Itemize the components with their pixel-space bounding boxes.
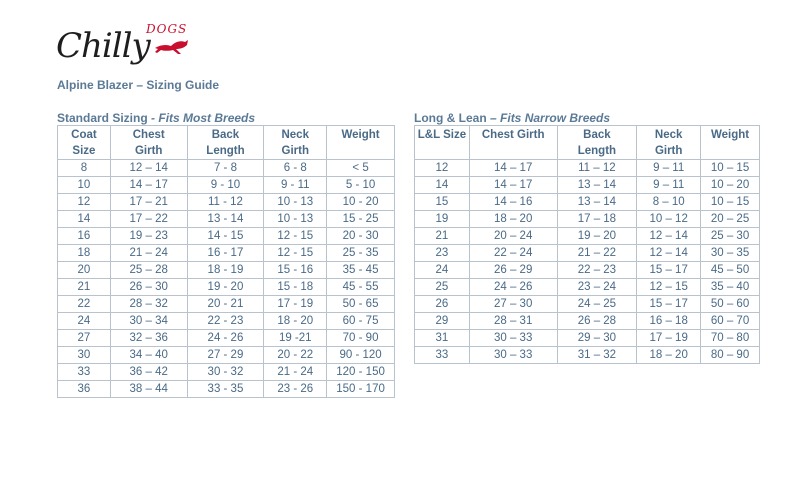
table-cell: 150 - 170 xyxy=(327,381,395,398)
table-cell: 9 – 11 xyxy=(637,160,701,177)
table-cell: 10 – 15 xyxy=(701,160,760,177)
table-cell: 19 – 20 xyxy=(557,228,637,245)
table-row xyxy=(415,228,760,245)
table-cell: 36 xyxy=(58,381,111,398)
table-row xyxy=(58,364,395,381)
table-cell: 19 – 23 xyxy=(110,228,187,245)
table-row xyxy=(415,177,760,194)
table-cell: 12 xyxy=(415,160,470,177)
table-cell: 20 - 21 xyxy=(187,296,264,313)
table-cell: 29 – 30 xyxy=(557,330,637,347)
column-header: Chest Girth xyxy=(110,126,187,160)
table-cell: 24 – 26 xyxy=(469,279,557,296)
table-cell: 10 - 13 xyxy=(264,211,327,228)
table-cell: 16 – 18 xyxy=(637,313,701,330)
table-cell: 21 xyxy=(58,279,111,296)
table-row xyxy=(415,330,760,347)
table-cell: 30 - 32 xyxy=(187,364,264,381)
table-cell: 21 – 22 xyxy=(557,245,637,262)
table-row xyxy=(58,228,395,245)
table-cell: 10 xyxy=(58,177,111,194)
table-cell: 22 – 23 xyxy=(557,262,637,279)
table-cell: 12 – 14 xyxy=(637,245,701,262)
table-cell: 60 - 75 xyxy=(327,313,395,330)
table-cell: 9 – 11 xyxy=(637,177,701,194)
table-cell: 12 – 14 xyxy=(110,160,187,177)
table-cell: 35 – 40 xyxy=(701,279,760,296)
table-cell: 14 – 17 xyxy=(110,177,187,194)
table-cell: 25 – 28 xyxy=(110,262,187,279)
table-cell: 30 – 33 xyxy=(469,347,557,364)
table-cell: 26 – 28 xyxy=(557,313,637,330)
table-row xyxy=(415,296,760,313)
table-cell: 50 - 65 xyxy=(327,296,395,313)
table-cell: 11 – 12 xyxy=(557,160,637,177)
table-cell: 12 – 15 xyxy=(637,279,701,296)
table-cell: 18 xyxy=(58,245,111,262)
table-cell: 25 xyxy=(415,279,470,296)
table-cell: 32 – 36 xyxy=(110,330,187,347)
table-cell: 10 – 15 xyxy=(701,194,760,211)
column-header: Weight xyxy=(327,126,395,160)
table-cell: 10 - 20 xyxy=(327,194,395,211)
table-cell: 25 - 35 xyxy=(327,245,395,262)
table-cell: 27 - 29 xyxy=(187,347,264,364)
table-cell: 18 - 20 xyxy=(264,313,327,330)
header-row xyxy=(415,126,760,160)
table-cell: 10 - 13 xyxy=(264,194,327,211)
table-cell: 70 – 80 xyxy=(701,330,760,347)
table-row xyxy=(415,347,760,364)
table-row xyxy=(58,262,395,279)
table-cell: 12 - 15 xyxy=(264,245,327,262)
table-cell: 60 – 70 xyxy=(701,313,760,330)
table-row xyxy=(58,296,395,313)
table-cell: 29 xyxy=(415,313,470,330)
table-cell: 17 – 19 xyxy=(637,330,701,347)
table-cell: 13 – 14 xyxy=(557,194,637,211)
table-cell: 80 – 90 xyxy=(701,347,760,364)
table-cell: 20 – 25 xyxy=(701,211,760,228)
table-cell: 14 – 17 xyxy=(469,160,557,177)
table-cell: 28 – 32 xyxy=(110,296,187,313)
table-cell: 90 - 120 xyxy=(327,347,395,364)
table-cell: 27 – 30 xyxy=(469,296,557,313)
table-cell: 16 - 17 xyxy=(187,245,264,262)
table-cell: 27 xyxy=(58,330,111,347)
table-cell: 21 – 24 xyxy=(110,245,187,262)
table-cell: 28 – 31 xyxy=(469,313,557,330)
long-lean-title: Long & Lean – Fits Narrow Breeds xyxy=(414,111,611,125)
table-row xyxy=(415,262,760,279)
table-cell: 24 – 25 xyxy=(557,296,637,313)
table-cell: 31 xyxy=(415,330,470,347)
table-cell: 30 – 33 xyxy=(469,330,557,347)
standard-sizing-title: Standard Sizing - Fits Most Breeds xyxy=(57,111,256,125)
table-row xyxy=(58,211,395,228)
table-cell: 22 - 23 xyxy=(187,313,264,330)
table-row xyxy=(58,313,395,330)
table-cell: 14 xyxy=(415,177,470,194)
table-cell: 15 - 25 xyxy=(327,211,395,228)
table-cell: 8 – 10 xyxy=(637,194,701,211)
table-cell: 15 – 17 xyxy=(637,296,701,313)
table-row xyxy=(415,245,760,262)
table-cell: 11 - 12 xyxy=(187,194,264,211)
table-cell: 17 – 22 xyxy=(110,211,187,228)
table-row xyxy=(58,381,395,398)
page-title: Alpine Blazer – Sizing Guide xyxy=(57,78,220,92)
table-cell: 16 xyxy=(58,228,111,245)
table-cell: 12 – 14 xyxy=(637,228,701,245)
table-cell: 10 – 20 xyxy=(701,177,760,194)
table-cell: < 5 xyxy=(327,160,395,177)
table-cell: 12 - 15 xyxy=(264,228,327,245)
long-lean-sizing-table xyxy=(414,125,760,364)
table-cell: 18 - 19 xyxy=(187,262,264,279)
brand-sub: DOGS xyxy=(146,22,188,36)
standard-sizing-table xyxy=(57,125,395,398)
table-cell: 24 xyxy=(58,313,111,330)
table-row xyxy=(58,279,395,296)
table-cell: 14 – 17 xyxy=(469,177,557,194)
table-cell: 17 – 21 xyxy=(110,194,187,211)
table-cell: 50 – 60 xyxy=(701,296,760,313)
table-cell: 30 – 35 xyxy=(701,245,760,262)
table-cell: 5 - 10 xyxy=(327,177,395,194)
table-cell: 17 - 19 xyxy=(264,296,327,313)
table-cell: 15 – 17 xyxy=(637,262,701,279)
table-row xyxy=(58,177,395,194)
table-cell: 33 xyxy=(58,364,111,381)
column-header: Chest Girth xyxy=(469,126,557,160)
table-cell: 31 – 32 xyxy=(557,347,637,364)
column-header: L&L Size xyxy=(415,126,470,160)
table-cell: 45 – 50 xyxy=(701,262,760,279)
table-cell: 22 xyxy=(58,296,111,313)
table-cell: 19 -21 xyxy=(264,330,327,347)
table-cell: 13 - 14 xyxy=(187,211,264,228)
table-cell: 7 - 8 xyxy=(187,160,264,177)
table-cell: 21 xyxy=(415,228,470,245)
column-header: Back Length xyxy=(557,126,637,160)
table-row xyxy=(415,211,760,228)
table-cell: 30 xyxy=(58,347,111,364)
table-row xyxy=(58,245,395,262)
table-cell: 13 – 14 xyxy=(557,177,637,194)
table-row xyxy=(415,313,760,330)
table-cell: 34 – 40 xyxy=(110,347,187,364)
table-cell: 14 - 15 xyxy=(187,228,264,245)
table-cell: 21 - 24 xyxy=(264,364,327,381)
column-header: Weight xyxy=(701,126,760,160)
table-cell: 6 - 8 xyxy=(264,160,327,177)
table-cell: 33 xyxy=(415,347,470,364)
table-cell: 15 - 16 xyxy=(264,262,327,279)
table-cell: 18 – 20 xyxy=(637,347,701,364)
table-cell: 120 - 150 xyxy=(327,364,395,381)
table-cell: 9 - 11 xyxy=(264,177,327,194)
table-cell: 30 – 34 xyxy=(110,313,187,330)
table-cell: 23 xyxy=(415,245,470,262)
column-header: Back Length xyxy=(187,126,264,160)
table-cell: 18 – 20 xyxy=(469,211,557,228)
table-cell: 26 – 29 xyxy=(469,262,557,279)
table-cell: 12 xyxy=(58,194,111,211)
table-row xyxy=(58,330,395,347)
table-cell: 24 xyxy=(415,262,470,279)
column-header: Coat Size xyxy=(58,126,111,160)
table-cell: 19 - 20 xyxy=(187,279,264,296)
brand-logo xyxy=(56,22,196,72)
column-header: Neck Girth xyxy=(264,126,327,160)
table-cell: 20 - 30 xyxy=(327,228,395,245)
table-cell: 36 – 42 xyxy=(110,364,187,381)
table-row xyxy=(415,194,760,211)
table-cell: 23 – 24 xyxy=(557,279,637,296)
table-cell: 14 xyxy=(58,211,111,228)
table-cell: 8 xyxy=(58,160,111,177)
table-row xyxy=(415,160,760,177)
table-cell: 45 - 55 xyxy=(327,279,395,296)
table-cell: 26 – 30 xyxy=(110,279,187,296)
table-cell: 15 - 18 xyxy=(264,279,327,296)
table-row xyxy=(58,194,395,211)
table-cell: 38 – 44 xyxy=(110,381,187,398)
table-cell: 24 - 26 xyxy=(187,330,264,347)
table-cell: 19 xyxy=(415,211,470,228)
table-row xyxy=(415,279,760,296)
table-cell: 15 xyxy=(415,194,470,211)
brand-name: Chilly xyxy=(56,26,150,66)
table-cell: 23 - 26 xyxy=(264,381,327,398)
table-cell: 20 xyxy=(58,262,111,279)
table-cell: 35 - 45 xyxy=(327,262,395,279)
table-row xyxy=(58,160,395,177)
table-cell: 20 - 22 xyxy=(264,347,327,364)
table-cell: 33 - 35 xyxy=(187,381,264,398)
table-cell: 14 – 16 xyxy=(469,194,557,211)
column-header: Neck Girth xyxy=(637,126,701,160)
table-cell: 22 – 24 xyxy=(469,245,557,262)
table-cell: 17 – 18 xyxy=(557,211,637,228)
table-cell: 70 - 90 xyxy=(327,330,395,347)
table-cell: 10 – 12 xyxy=(637,211,701,228)
table-cell: 9 - 10 xyxy=(187,177,264,194)
table-cell: 25 – 30 xyxy=(701,228,760,245)
table-row xyxy=(58,347,395,364)
header-row xyxy=(58,126,395,160)
running-dog-icon xyxy=(154,36,190,56)
table-cell: 20 – 24 xyxy=(469,228,557,245)
table-cell: 26 xyxy=(415,296,470,313)
